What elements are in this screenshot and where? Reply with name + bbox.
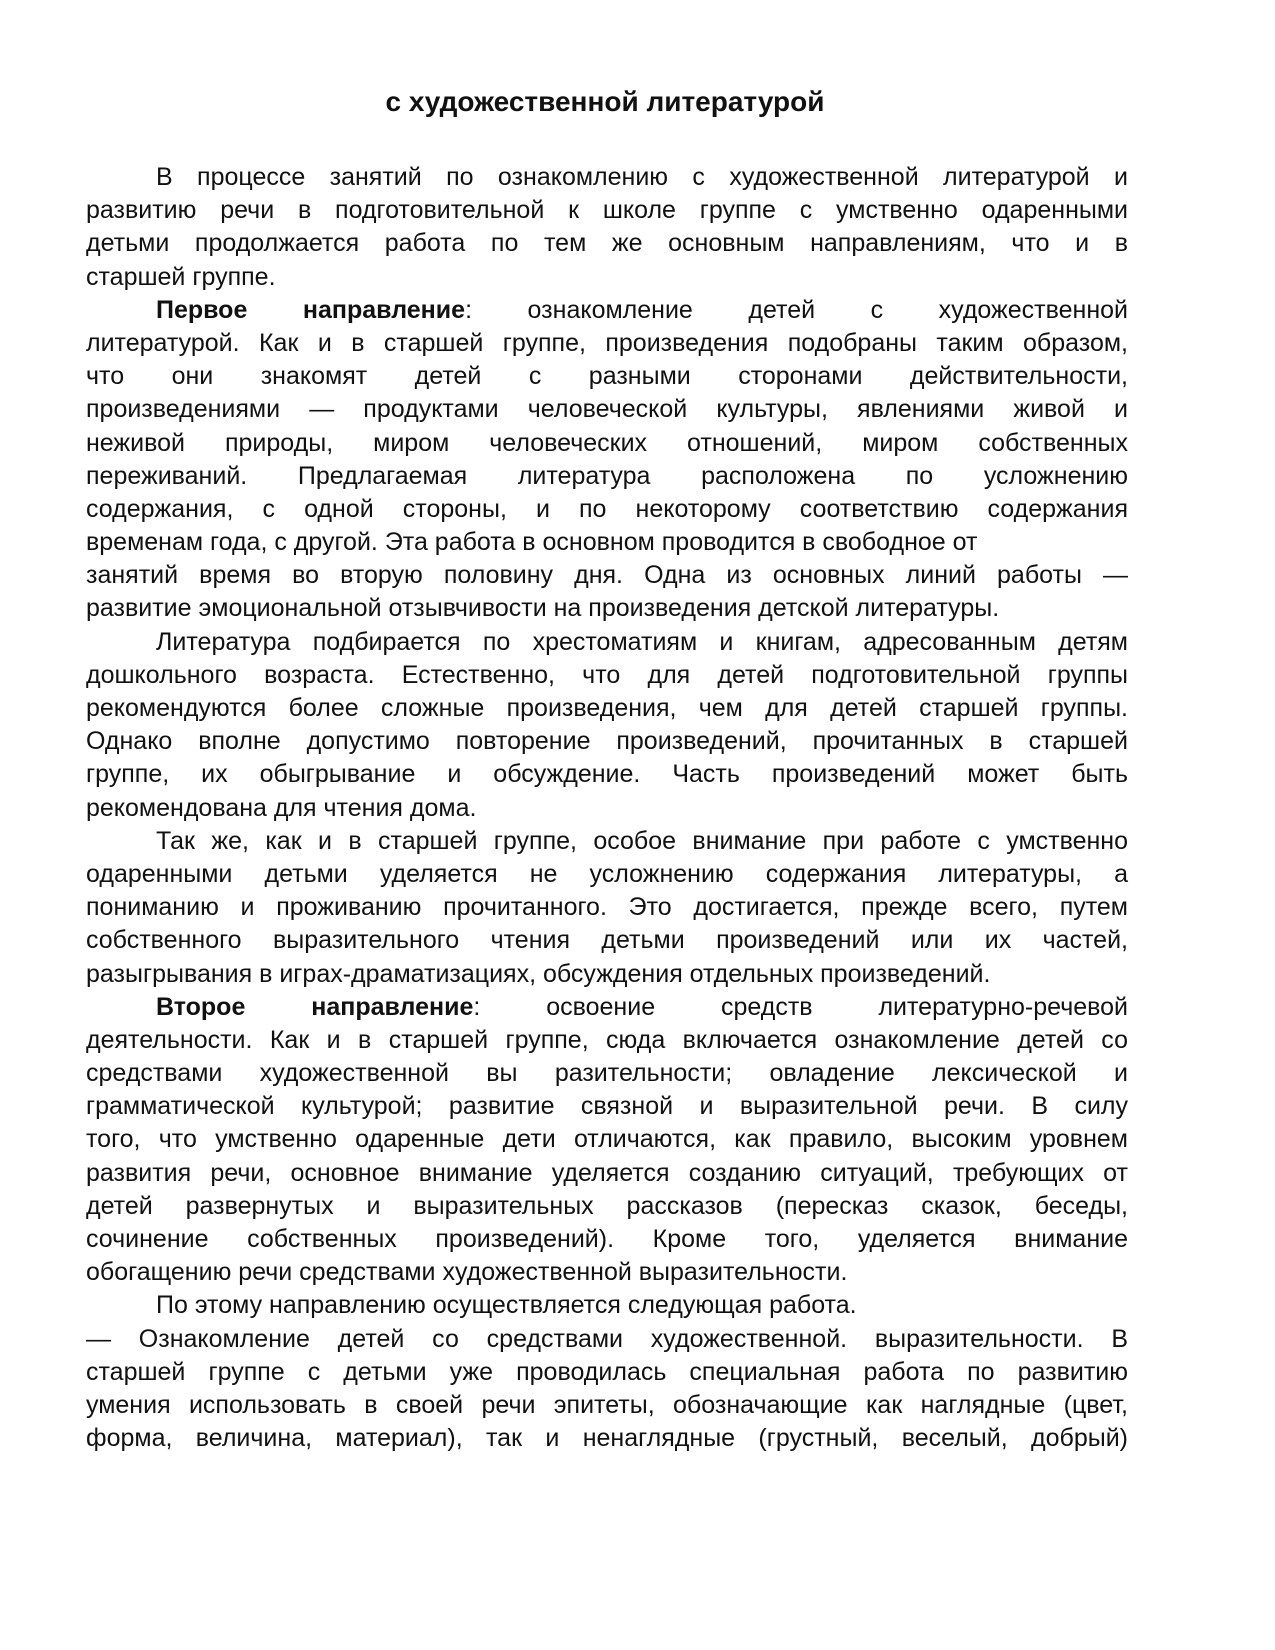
line-text: форма, величина, материал), так и ненаглядные (грустный, веселый, добрый) bbox=[86, 1424, 1128, 1453]
text-line bbox=[86, 891, 1128, 924]
line-text: одаренными детьми уделяется не усложнению содержания литературы, а bbox=[86, 859, 1128, 888]
line-text: того, что умственно одаренные дети отличаются, как правило, высоким уровнем bbox=[86, 1125, 1128, 1154]
text-line bbox=[86, 592, 1128, 625]
line-text: группе, их обыгрывание и обсуждение. Часть произведений может быть bbox=[86, 760, 1128, 789]
line-text: литературой. Как и в старшей группе, произведения подобраны таким образом, bbox=[86, 328, 1128, 357]
line-text: пониманию и проживанию прочитанного. Это достигается, прежде всего, путем bbox=[86, 893, 1128, 922]
line-text: содержания, с одной стороны, и по некоторому соответствию содержания bbox=[86, 494, 1128, 523]
text-line bbox=[86, 460, 1128, 493]
text-line bbox=[86, 427, 1128, 460]
paragraph bbox=[86, 1289, 1128, 1322]
text-line bbox=[86, 1422, 1128, 1455]
line-text: обогащению речи средствами художественной выразительности. bbox=[86, 1258, 848, 1287]
text-line bbox=[86, 725, 1128, 758]
text-line bbox=[86, 261, 1128, 294]
text-line bbox=[86, 1024, 1128, 1057]
text-line bbox=[86, 1057, 1128, 1090]
line-text: неживой природы, миром человеческих отношений, миром собственных bbox=[86, 428, 1128, 457]
line-text: умения использовать в своей речи эпитеты, обозначающие как наглядные (цвет, bbox=[86, 1390, 1128, 1419]
text-line bbox=[86, 792, 1128, 825]
line-text: : ознакомление детей с художественной bbox=[465, 295, 1129, 324]
text-line bbox=[86, 227, 1128, 260]
line-text: старшей группе с детьми уже проводилась специальная работа по развитию bbox=[86, 1357, 1128, 1386]
text-line bbox=[86, 825, 1128, 858]
line-text: детей развернутых и выразительных рассказов (пересказ сказок, беседы, bbox=[86, 1191, 1128, 1220]
text-line bbox=[86, 1123, 1128, 1156]
text-line bbox=[86, 659, 1128, 692]
text-line bbox=[86, 1256, 1128, 1289]
text-line bbox=[86, 991, 1128, 1024]
line-text: деятельности. Как и в старшей группе, сюда включается ознакомление детей со bbox=[86, 1025, 1128, 1054]
line-text: произведениями — продуктами человеческой культуры, явлениями живой и bbox=[86, 395, 1128, 424]
line-text: занятий время во вторую половину дня. Одна из основных линий работы — bbox=[86, 561, 1128, 590]
text-line bbox=[86, 559, 1128, 592]
text-line bbox=[86, 1157, 1128, 1190]
line-text: детьми продолжается работа по тем же основным направлениям, что и в bbox=[86, 229, 1128, 258]
line-text: В процессе занятий по ознакомлению с художественной литературой и bbox=[156, 163, 1128, 191]
line-text: переживаний. Предлагаемая литература расположена по усложнению bbox=[86, 461, 1128, 490]
line-text: разыгрывания в играх-драматизациях, обсуждения отдельных произведений. bbox=[86, 959, 991, 988]
line-text: — Ознакомление детей со средствами художественной. выразительности. В bbox=[86, 1324, 1128, 1353]
line-text: дошкольного возраста. Естественно, что для детей подготовительной группы bbox=[86, 660, 1128, 689]
line-text: средствами художественной вы разительности; овладение лексической и bbox=[86, 1059, 1128, 1088]
paragraph bbox=[86, 294, 1128, 626]
paragraph bbox=[86, 161, 1128, 294]
line-text: старшей группе. bbox=[86, 262, 276, 291]
line-text: развитию речи в подготовительной к школе группе с умственно одаренными bbox=[86, 196, 1128, 225]
text-line bbox=[86, 758, 1128, 791]
text-line bbox=[86, 626, 1128, 659]
text-line bbox=[86, 1190, 1128, 1223]
text-line bbox=[86, 493, 1128, 526]
text-line bbox=[86, 327, 1128, 360]
text-line bbox=[86, 1323, 1128, 1356]
text-line bbox=[86, 360, 1128, 393]
line-text: Так же, как и в старшей группе, особое внимание при работе с умственно bbox=[156, 826, 1128, 855]
text-line bbox=[86, 692, 1128, 725]
text-line bbox=[86, 1389, 1128, 1422]
line-text: развитие эмоциональной отзывчивости на произведения детской литературы. bbox=[86, 594, 1000, 623]
line-text: Однако вполне допустимо повторение произведений, прочитанных в старшей bbox=[86, 727, 1128, 756]
line-text: собственного выразительного чтения детьми произведений или их частей, bbox=[86, 926, 1128, 955]
bold-heading: Второе направление bbox=[156, 992, 474, 1021]
text-line bbox=[86, 924, 1128, 957]
line-text: что они знакомят детей с разными сторонами действительности, bbox=[86, 362, 1128, 391]
line-text: временам года, с другой. Эта работа в основном проводится в свободное от bbox=[86, 528, 978, 557]
line-text: рекомендуются более сложные произведения, чем для детей старшей группы. bbox=[86, 694, 1128, 722]
text-line bbox=[86, 1090, 1128, 1123]
line-text: развития речи, основное внимание уделяется созданию ситуаций, требующих от bbox=[86, 1158, 1128, 1187]
bold-heading: Первое направление bbox=[156, 295, 466, 324]
line-text: Литература подбирается по хрестоматиям и книгам, адресованным детям bbox=[156, 627, 1128, 656]
text-line bbox=[86, 393, 1128, 426]
paragraph bbox=[86, 1323, 1128, 1456]
text-line bbox=[86, 1356, 1128, 1389]
paragraph bbox=[86, 825, 1128, 991]
text-line bbox=[86, 294, 1128, 327]
line-text: : освоение средств литературно-речевой bbox=[473, 992, 1128, 1021]
text-line bbox=[86, 526, 1128, 559]
document-body bbox=[86, 161, 1128, 1455]
paragraph bbox=[86, 626, 1128, 825]
line-text: рекомендована для чтения дома. bbox=[86, 793, 477, 822]
text-line bbox=[86, 1223, 1128, 1256]
line-text: По этому направлению осуществляется следующая работа. bbox=[156, 1291, 857, 1320]
paragraph bbox=[86, 991, 1128, 1290]
text-line bbox=[86, 161, 1128, 194]
text-line bbox=[86, 194, 1128, 227]
text-line bbox=[86, 858, 1128, 891]
text-line bbox=[86, 958, 1128, 991]
text-line bbox=[86, 1289, 1128, 1322]
section-title: с художественной литературой bbox=[385, 86, 825, 117]
line-text: грамматической культурой; развитие связной и выразительной речи. В силу bbox=[86, 1092, 1128, 1121]
line-text: сочинение собственных произведений). Кроме того, уделяется внимание bbox=[86, 1225, 1128, 1253]
